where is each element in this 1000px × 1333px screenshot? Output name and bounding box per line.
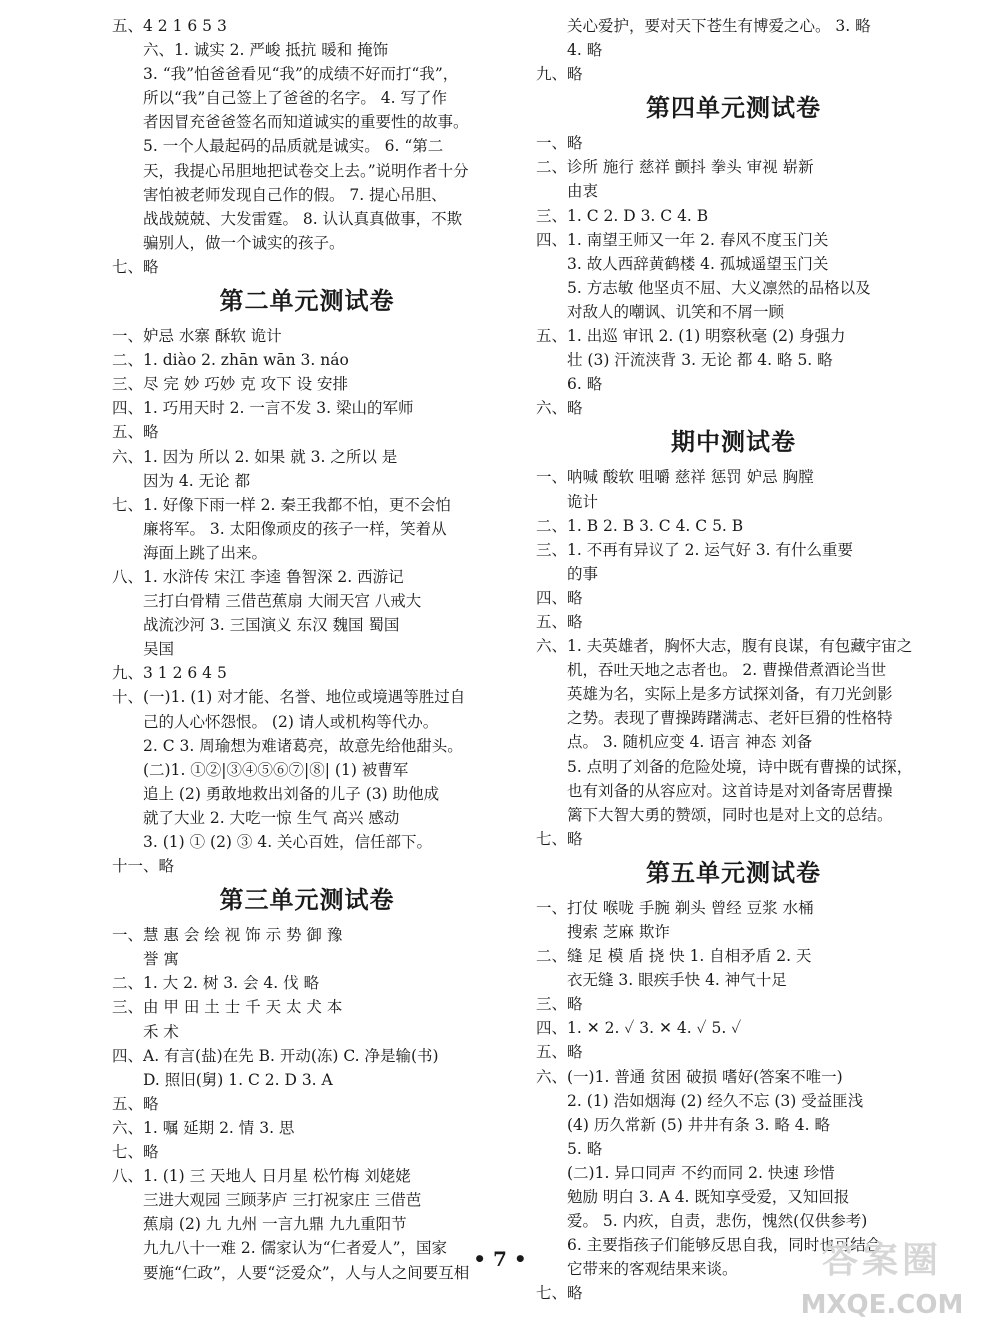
unit3-continued bbox=[536, 14, 931, 86]
answer-line: 二、缝 足 模 盾 挠 快 1. 自相矛盾 2. 天 bbox=[536, 947, 812, 966]
answer-line: 追上 (2) 勇敢地救出刘备的儿子 (3) 助他成 bbox=[143, 784, 440, 803]
answer-line: 禾 术 bbox=[143, 1022, 179, 1041]
answer-line: D. 照旧(舅) 1. C 2. D 3. A bbox=[143, 1070, 333, 1089]
unit2-answers bbox=[112, 324, 502, 878]
answer-line: 之势。表现了曹操踌躇满志、老奸巨猾的性格特 bbox=[567, 709, 893, 728]
answer-line: 2. C 3. 周瑜想为难诸葛亮，故意先给他甜头。 bbox=[143, 736, 463, 755]
answer-line: 3. “我”怕爸爸看见“我”的成绩不好而打“我”， bbox=[143, 65, 459, 84]
answer-line: 十、(一)1. (1) 对才能、名誉、地位或境遇等胜过自 bbox=[112, 688, 466, 707]
answer-line: 二、1. diào 2. zhān wān 3. náo bbox=[112, 351, 349, 370]
answer-line: (二)1. 异口同声 不约而同 2. 快速 珍惜 bbox=[567, 1163, 835, 1182]
answer-line: 五、略 bbox=[536, 612, 583, 631]
answer-line: 三打白骨精 三借芭蕉扇 大闹天宫 八戒大 bbox=[143, 592, 422, 611]
answer-line: 三、由 甲 田 土 士 千 天 太 犬 本 bbox=[112, 998, 343, 1017]
page-number: • 7 • bbox=[473, 1247, 527, 1271]
answer-line: 关心爱护，要对天下苍生有博爱之心。 3. 略 bbox=[567, 17, 871, 35]
answer-line: 己的人心怀怨恨。 (2) 请人或机构等代办。 bbox=[143, 712, 439, 731]
answer-line: 篱下大智大勇的赞颂，同时也是对上文的总结。 bbox=[567, 805, 893, 824]
answer-line: 6. 主要指孩子们能够反思自我，同时也可结合 bbox=[567, 1236, 882, 1255]
answer-line: 英雄为名，实际上是多方试探刘备，有刀光剑影 bbox=[567, 685, 893, 704]
answer-line: 六、1. 嘱 延期 2. 情 3. 思 bbox=[112, 1118, 295, 1137]
answer-line: 六、1. 因为 所以 2. 如果 就 3. 之所以 是 bbox=[112, 447, 398, 466]
watermark-text: 答案圈 bbox=[821, 1240, 942, 1281]
answer-line: 战流沙河 3. 三国演义 东汉 魏国 蜀国 bbox=[143, 616, 400, 635]
answer-line: 七、略 bbox=[112, 1143, 159, 1162]
answer-line: 3. (1) ① (2) ③ 4. 关心百姓，信任部下。 bbox=[143, 833, 433, 851]
answer-line: 九九八十一难 2. 儒家认为“仁者爱人”，国家 bbox=[143, 1239, 447, 1258]
answer-line: 就了大业 2. 大吃一惊 生气 高兴 感动 bbox=[143, 808, 400, 827]
answer-line: 搜索 芝麻 欺诈 bbox=[567, 923, 670, 941]
answer-line: 一、呐喊 酸软 咀嚼 慈祥 惩罚 妒忌 胸膛 bbox=[536, 468, 814, 487]
answer-line: 七、略 bbox=[536, 829, 583, 848]
answer-line: 五、4 2 1 6 5 3 bbox=[112, 17, 227, 35]
unit2-title: 第二单元测试卷 bbox=[219, 287, 395, 316]
answer-line: 者因冒充爸爸签名而知道诚实的重要性的故事。 bbox=[143, 113, 469, 132]
unit3-title: 第三单元测试卷 bbox=[219, 886, 395, 915]
answer-line: 二、1. 大 2. 树 3. 会 4. 伐 略 bbox=[112, 974, 320, 993]
answer-line: 诡计 bbox=[567, 492, 599, 511]
answer-line: 4. 略 bbox=[567, 41, 603, 60]
answer-line: 六、略 bbox=[536, 399, 583, 418]
unit4-title: 第四单元测试卷 bbox=[646, 94, 821, 123]
answer-line: 害怕被老师发现自己作的假。 7. 提心吊胆、 bbox=[143, 185, 447, 204]
answer-line: 一、略 bbox=[536, 134, 583, 153]
answer-line: 蕉扇 (2) 九 九州 一言九鼎 九九重阳节 bbox=[143, 1215, 407, 1234]
answer-line: 二、1. B 2. B 3. C 4. C 5. B bbox=[536, 516, 744, 535]
answer-line: 一、妒忌 水寨 酥软 诡计 bbox=[112, 327, 282, 346]
answer-line: 5. 方志敏 他坚贞不屈、大义凛然的品格以及 bbox=[567, 278, 871, 297]
answer-line: (二)1. ①②|③④⑤⑥⑦|⑧| (1) 被曹军 bbox=[143, 760, 409, 779]
answer-line: 八、1. (1) 三 天地人 日月星 松竹梅 刘姥姥 bbox=[112, 1167, 411, 1186]
answer-line: 机，吞吐天地之志者也。 2. 曹操借煮酒论当世 bbox=[567, 661, 887, 680]
answer-line: 5. 点明了刘备的危险处境，诗中既有曹操的试探， bbox=[567, 757, 913, 776]
answer-line: 骗别人，做一个诚实的孩子。 bbox=[143, 233, 345, 252]
answer-line: 战战兢兢、大发雷霆。 8. 认认真真做事，不欺 bbox=[143, 209, 463, 228]
watermark-site: MXQE.COM bbox=[800, 1290, 964, 1320]
unit1-answers bbox=[112, 14, 502, 279]
unit3-answers bbox=[112, 923, 502, 1284]
answer-line: 四、1. 南望王师又一年 2. 春风不度玉门关 bbox=[536, 230, 829, 249]
answer-line: 七、略 bbox=[112, 257, 159, 276]
answer-line: (4) 历久常新 (5) 井井有条 3. 略 4. 略 bbox=[567, 1115, 830, 1134]
answer-line: 也有刘备的从容应对。这首诗是对刘备寄居曹操 bbox=[567, 781, 893, 800]
answer-line: 八、1. 水浒传 宋江 李逵 鲁智深 2. 西游记 bbox=[112, 567, 404, 586]
unit5-title: 第五单元测试卷 bbox=[646, 858, 821, 887]
answer-line: 三、略 bbox=[536, 995, 583, 1014]
answer-line: 五、略 bbox=[112, 423, 159, 442]
answer-line: 四、A. 有言(盐)在先 B. 开动(冻) C. 净是输(书) bbox=[112, 1046, 439, 1065]
answer-line: 的事 bbox=[567, 564, 599, 583]
answer-line: 三、尽 完 妙 巧妙 克 攻下 设 安排 bbox=[112, 375, 348, 394]
answer-line: 一、慧 惠 会 绘 视 饰 示 势 御 豫 bbox=[112, 926, 343, 945]
answer-line: 3. 故人西辞黄鹤楼 4. 孤城遥望玉门关 bbox=[567, 254, 829, 273]
answer-line: 五、略 bbox=[536, 1043, 583, 1062]
answer-line: 爱。 5. 内疚，自责，悲伤，愧然(仅供参考) bbox=[567, 1212, 868, 1231]
answer-line: 七、1. 好像下雨一样 2. 秦王我都不怕，更不会怕 bbox=[112, 495, 451, 514]
answer-line: 五、略 bbox=[112, 1094, 159, 1113]
left-column bbox=[112, 14, 502, 1285]
answer-line: 五、1. 出巡 审讯 2. (1) 明察秋毫 (2) 身强力 bbox=[536, 327, 846, 346]
answer-line: 四、1. 巧用天时 2. 一言不发 3. 梁山的军师 bbox=[112, 399, 414, 418]
answer-line: 6. 略 bbox=[567, 375, 603, 394]
answer-line: 一、打仗 喉咙 手腕 剃头 曾经 豆浆 水桶 bbox=[536, 898, 814, 917]
answer-line: 5. 一个人最起码的品质就是诚实。 6. “第二 bbox=[143, 137, 444, 156]
answer-line: 它带来的客观结果来谈。 bbox=[567, 1260, 738, 1279]
answer-line: 因为 4. 无论 都 bbox=[143, 471, 251, 490]
answer-line: 七、略 bbox=[536, 1284, 583, 1303]
answer-line: 对敌人的嘲讽、讥笑和不屑一顾 bbox=[567, 302, 785, 321]
answer-line: 所以“我”自己签上了爸爸的名字。 4. 写了作 bbox=[143, 89, 447, 108]
answer-line: 四、1. ✕ 2. ✓ 3. ✕ 4. ✓ 5. ✓ bbox=[536, 1019, 742, 1038]
answer-line: 四、略 bbox=[536, 588, 583, 607]
answer-line: 六、1. 夫英雄者，胸怀大志，腹有良谋，有包藏宇宙之 bbox=[536, 637, 913, 656]
answer-line: 二、诊所 施行 慈祥 颤抖 拳头 审视 崭新 bbox=[536, 158, 814, 177]
answer-line: 三、1. C 2. D 3. C 4. B bbox=[536, 206, 709, 225]
answer-line: 要施“仁政”，人要“泛爱众”，人与人之间要互相 bbox=[143, 1263, 470, 1282]
answer-line: 六、(一)1. 普通 贫困 破损 嗜好(答案不唯一) bbox=[536, 1067, 843, 1086]
answer-line: 天，我提心吊胆地把试卷交上去。”说明作者十分 bbox=[143, 161, 469, 180]
midterm-answers bbox=[536, 465, 931, 851]
answer-line: 十一、略 bbox=[112, 857, 175, 876]
answer-line: 九、3 1 2 6 4 5 bbox=[112, 664, 227, 683]
answer-line: 由衷 bbox=[567, 182, 599, 201]
answer-line: 海面上跳了出来。 bbox=[143, 543, 268, 562]
answer-line: 誉 寓 bbox=[143, 950, 179, 969]
unit4-answers bbox=[536, 131, 931, 420]
answer-line: 九、略 bbox=[536, 65, 583, 84]
answer-line: 衣无缝 3. 眼疾手快 4. 神气十足 bbox=[567, 971, 787, 990]
answer-line: 壮 (3) 汗流浃背 3. 无论 都 4. 略 5. 略 bbox=[567, 351, 833, 370]
answer-line: 点。 3. 随机应变 4. 语言 神态 刘备 bbox=[567, 733, 813, 752]
answer-line: 5. 略 bbox=[567, 1139, 603, 1158]
watermark-logo bbox=[772, 1232, 992, 1327]
answer-line: 2. (1) 浩如烟海 (2) 经久不忘 (3) 受益匪浅 bbox=[567, 1091, 864, 1110]
right-column bbox=[536, 14, 931, 1306]
answer-line: 六、1. 诚实 2. 严峻 抵抗 暖和 掩饰 bbox=[143, 41, 389, 60]
answer-line: 勉励 明白 3. A 4. 既知享受爱，又知回报 bbox=[567, 1188, 850, 1207]
midterm-title: 期中测试卷 bbox=[671, 428, 796, 457]
answer-line: 吴国 bbox=[143, 640, 175, 659]
answer-line: 三进大观园 三顾茅庐 三打祝家庄 三借芭 bbox=[143, 1191, 422, 1210]
answer-line: 廉将军。 3. 太阳像顽皮的孩子一样，笑着从 bbox=[143, 519, 447, 538]
answer-line: 三、1. 不再有异议了 2. 运气好 3. 有什么重要 bbox=[536, 540, 854, 559]
